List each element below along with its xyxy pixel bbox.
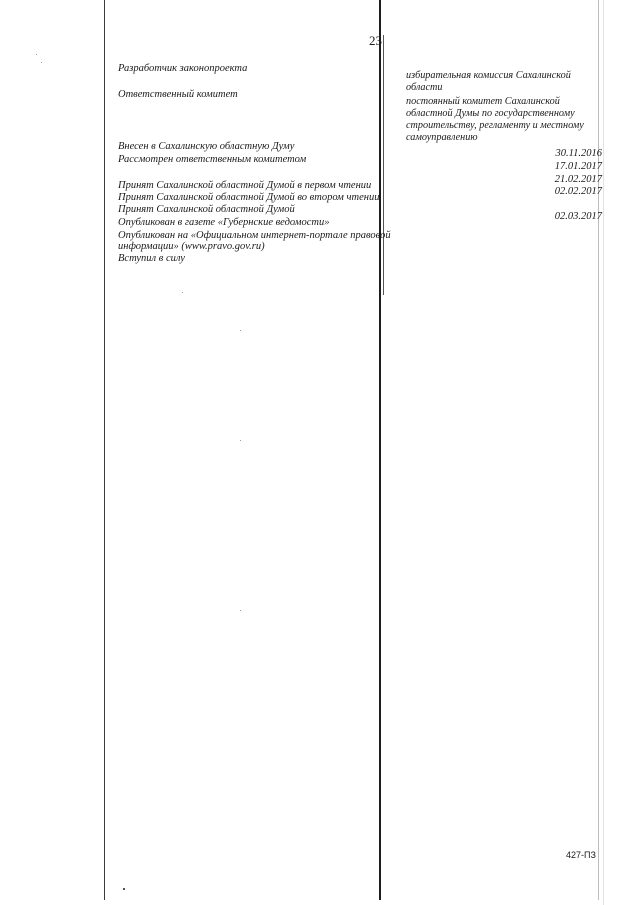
scan-speck <box>123 888 125 890</box>
scan-speck <box>240 330 241 331</box>
second-reading-date: 02.02.2017 <box>554 186 602 197</box>
document-code: 427-ПЗ <box>566 850 596 860</box>
scan-speck <box>36 54 37 55</box>
first-reading-label: Принят Сахалинской областной Думой в первом чтении <box>118 180 372 191</box>
right-edge-line <box>603 0 604 905</box>
gazette-date: 02.03.2017 <box>554 211 602 222</box>
committee-value-line4: самоуправлению <box>406 132 478 143</box>
developer-value-line2: области <box>406 82 443 93</box>
reviewed-date: 17.01.2017 <box>554 161 602 172</box>
submitted-label: Внесен в Сахалинскую областную Думу <box>118 141 295 152</box>
scan-speck <box>182 292 183 293</box>
scan-speck <box>240 440 241 441</box>
submitted-date: 30.11.2016 <box>555 148 602 159</box>
scan-speck <box>41 62 42 63</box>
column-divider-line <box>379 0 381 900</box>
page-number: 23 <box>369 33 382 48</box>
column-divider-shadow-line <box>383 35 384 295</box>
gazette-label: Опубликован в газете «Губернские ведомости» <box>118 217 330 228</box>
in-force-label: Вступил в силу <box>118 253 185 264</box>
first-reading-date: 21.02.2017 <box>554 174 602 185</box>
second-reading-label: Принят Сахалинской областной Думой во втором чтении <box>118 192 380 203</box>
reviewed-label: Рассмотрен ответственным комитетом <box>118 154 307 165</box>
developer-value-line1: избирательная комиссия Сахалинской <box>406 70 571 81</box>
committee-value-line3: строительству, регламенту и местному <box>406 120 584 131</box>
committee-value-line1: постоянный комитет Сахалинской <box>406 96 560 107</box>
committee-value-line2: областной Думы по государственному <box>406 108 575 119</box>
committee-label: Ответственный комитет <box>118 89 238 100</box>
scan-speck <box>240 610 241 611</box>
portal-label-line1: Опубликован на «Официальном интернет-портале правовой <box>118 230 391 241</box>
adopted-label: Принят Сахалинской областной Думой <box>118 204 295 215</box>
portal-label-line2: информации» (www.pravo.gov.ru) <box>118 241 265 252</box>
left-margin-line <box>104 0 105 900</box>
developer-label: Разработчик законопроекта <box>118 63 248 74</box>
